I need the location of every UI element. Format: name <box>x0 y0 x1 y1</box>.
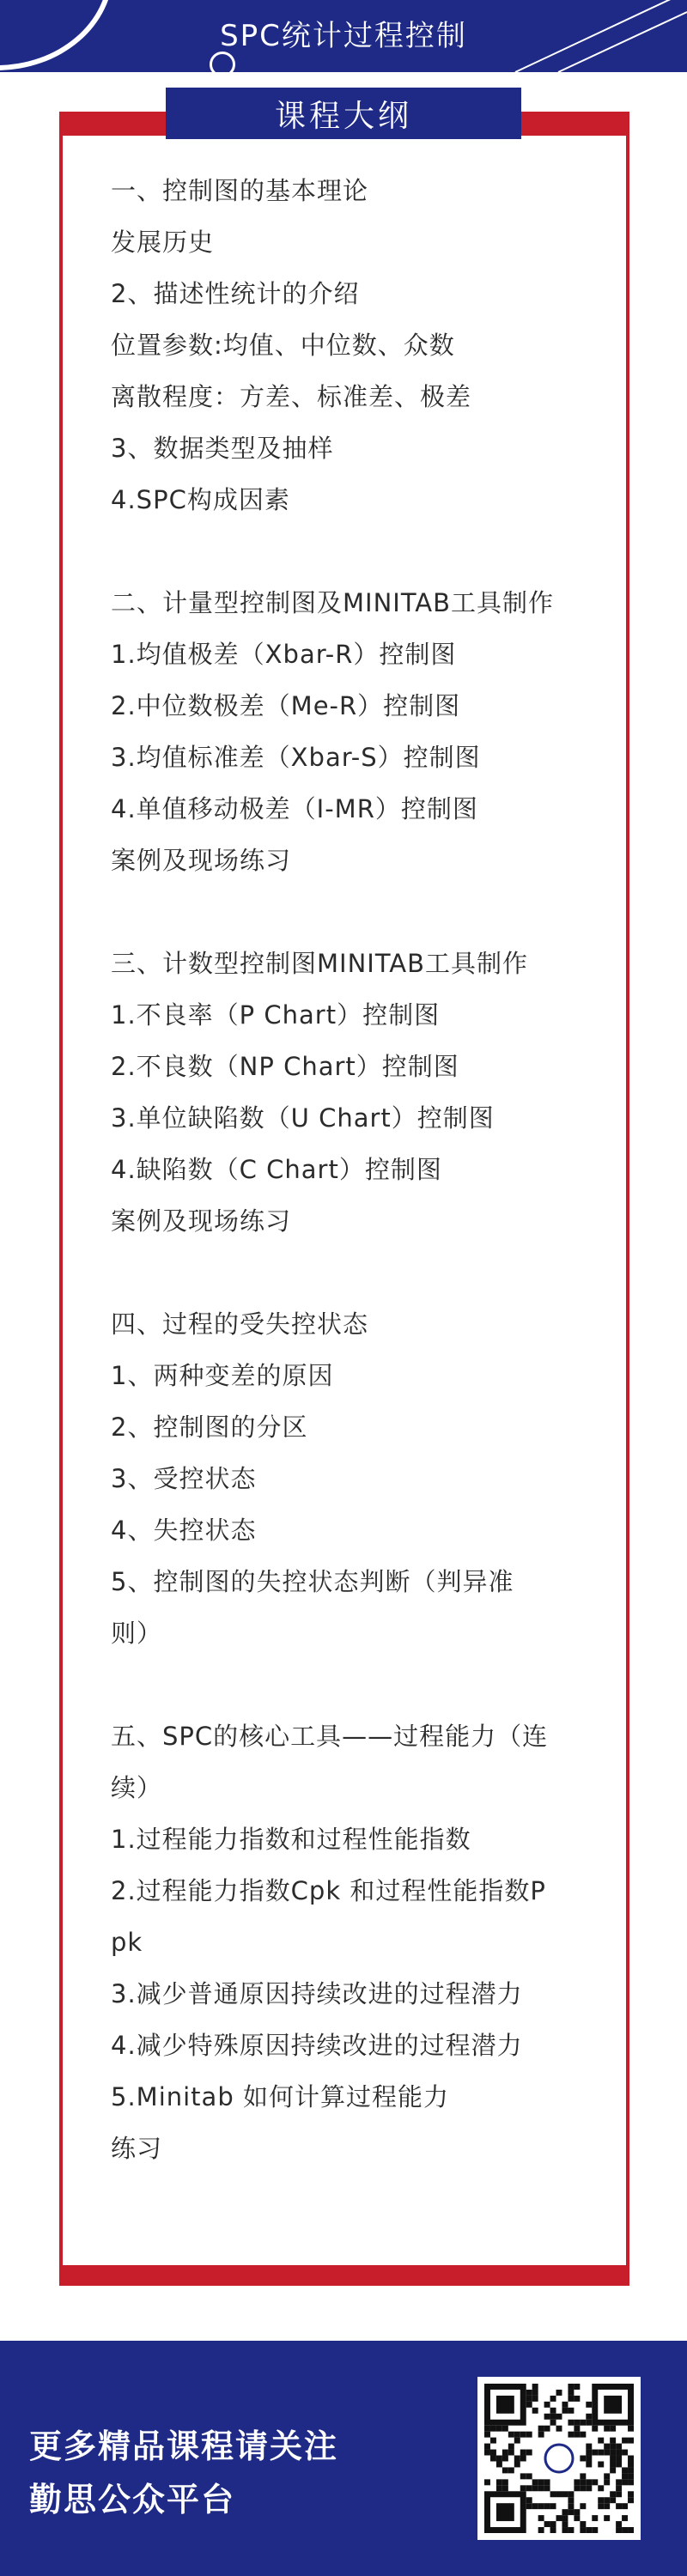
outline-line: 2.中位数极差（Me-R）控制图 <box>111 691 461 720</box>
outline-tab-title: 课程大纲 <box>166 88 521 139</box>
footer-line-2: 勤思公众平台 <box>29 2481 236 2518</box>
outline-line: 2.过程能力指数Cpk 和过程性能指数P <box>111 1876 546 1905</box>
outline-line: 离散程度：方差、标准差、极差 <box>111 382 472 411</box>
outline-line: 4、失控状态 <box>111 1516 257 1545</box>
outline-line: 五、SPC的核心工具——过程能力（连 <box>111 1722 549 1751</box>
outline-line: 一、控制图的基本理论 <box>111 176 369 205</box>
outline-line: 1、两种变差的原因 <box>111 1361 334 1390</box>
outline-line: 3.单位缺陷数（U Chart）控制图 <box>111 1103 495 1133</box>
page-title: SPC统计过程控制 <box>220 19 467 53</box>
outline-line: 5、控制图的失控状态判断（判异准 <box>111 1567 514 1596</box>
outline-line: 1.不良率（P Chart）控制图 <box>111 1000 441 1030</box>
outline-line: 位置参数:均值、中位数、众数 <box>111 331 455 360</box>
outline-line: 3.均值标准差（Xbar-S）控制图 <box>111 743 481 772</box>
outline-line: 3、数据类型及抽样 <box>111 434 334 463</box>
outline-line: pk <box>111 1928 143 1957</box>
outline-spacer <box>111 1659 600 1710</box>
outline-line: 则） <box>111 1619 163 1648</box>
outline-line: 5.Minitab 如何计算过程能力 <box>111 2082 449 2111</box>
outline-line: 二、计量型控制图及MINITAB工具制作 <box>111 588 555 617</box>
outline-line: 1.过程能力指数和过程性能指数 <box>111 1825 471 1854</box>
outline-line: 2、描述性统计的介绍 <box>111 279 360 308</box>
outline-line: 发展历史 <box>111 228 215 257</box>
outline-line: 案例及现场练习 <box>111 846 292 875</box>
outline-line: 2.不良数（NP Chart）控制图 <box>111 1052 459 1081</box>
outline-line: 2、控制图的分区 <box>111 1413 308 1442</box>
outline-line: 4.SPC构成因素 <box>111 485 290 514</box>
outline-line: 4.减少特殊原因持续改进的过程潜力 <box>111 2031 523 2060</box>
qr-code-icon <box>477 2377 641 2540</box>
outline-line: 四、过程的受失控状态 <box>111 1309 369 1339</box>
outline-line: 练习 <box>111 2134 163 2163</box>
outline-line: 三、计数型控制图MINITAB工具制作 <box>111 949 529 978</box>
footer-text <box>29 2420 338 2526</box>
outline-line: 4.单值移动极差（I-MR）控制图 <box>111 794 478 823</box>
outline-line: 4.缺陷数（C Chart）控制图 <box>111 1155 442 1184</box>
decorative-ring <box>210 52 235 72</box>
outline-line: 3、受控状态 <box>111 1464 257 1493</box>
footer-line-1: 更多精品课程请关注 <box>29 2427 339 2465</box>
outline-spacer <box>111 526 600 577</box>
outline-line: 案例及现场练习 <box>111 1206 292 1236</box>
footer-banner <box>0 2341 687 2576</box>
outline-line: 续） <box>111 1773 163 1802</box>
outline-spacer <box>111 1247 600 1298</box>
course-outline <box>111 165 600 2174</box>
outline-line: 3.减少普通原因持续改进的过程潜力 <box>111 1979 523 2008</box>
card-bottom-bar <box>59 2265 629 2286</box>
header-banner <box>0 0 687 72</box>
outline-spacer <box>111 886 600 938</box>
outline-line: 1.均值极差（Xbar-R）控制图 <box>111 640 457 669</box>
